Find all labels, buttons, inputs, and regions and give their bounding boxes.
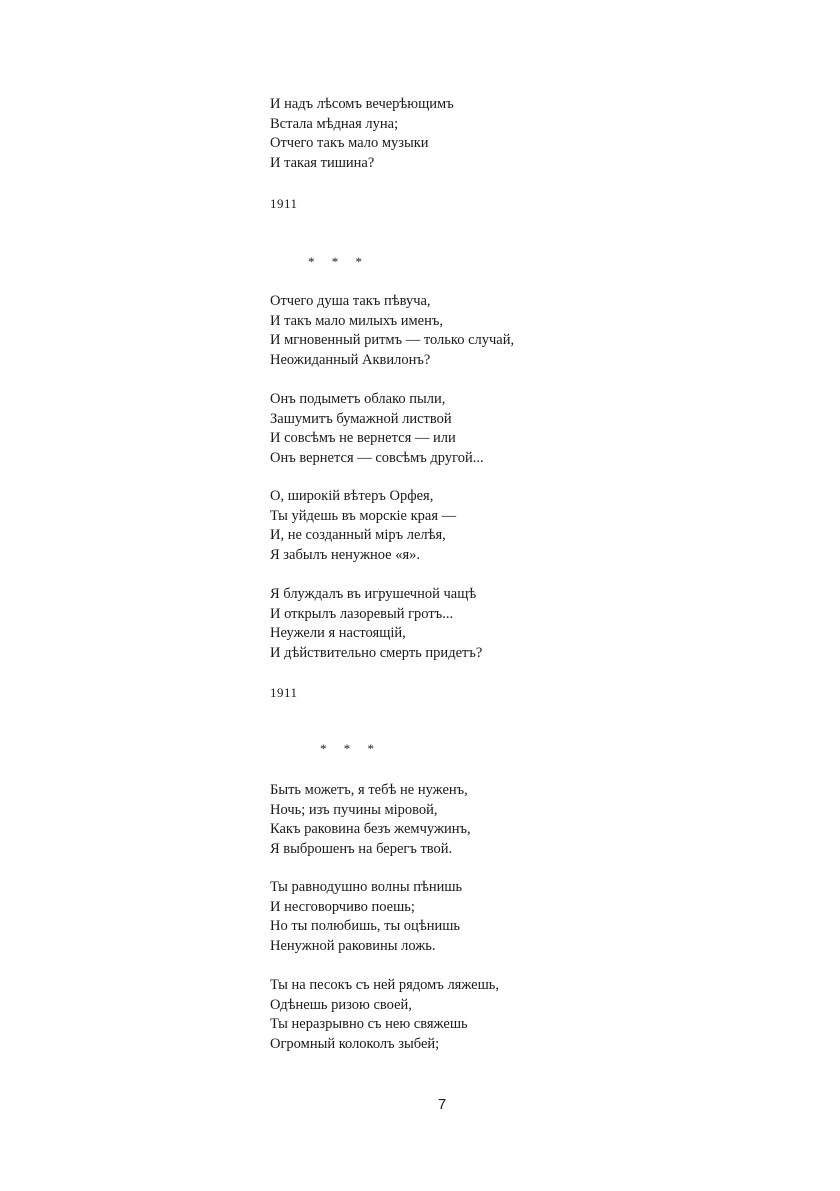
- verse-line: Онъ подыметъ облако пыли,: [270, 391, 446, 407]
- verse-line: Ночь; изъ пучины міровой,: [270, 801, 438, 818]
- verse-line: И надъ лѣсомъ вечерѣющимъ: [270, 96, 454, 112]
- verse-line: И совсѣмъ не вернется — или: [270, 430, 456, 447]
- poem2-stanza1: [270, 292, 514, 370]
- verse-line: Неожиданный Аквилонъ?: [270, 351, 431, 368]
- poem2-date: 1911: [270, 685, 298, 700]
- verse-line: И такъ мало милыхъ именъ,: [270, 312, 443, 329]
- poem1-date: 1911: [270, 196, 298, 211]
- verse-line: Встала мѣдная луна;: [270, 115, 399, 132]
- verse-line: Я выброшенъ на берегъ твой.: [270, 840, 453, 857]
- verse-line: И такая тишина?: [270, 154, 375, 171]
- page-number: 7: [437, 1096, 447, 1113]
- verse-line: Ненужной раковины ложь.: [270, 937, 436, 954]
- poem3-separator: * * *: [320, 741, 374, 756]
- verse-line: Ты равнодушно волны пѣнишь: [270, 879, 463, 895]
- verse-line: И дѣйствительно смерть придетъ?: [270, 644, 483, 661]
- poem2-stanza4: [270, 585, 482, 663]
- verse-line: Я блуждалъ въ игрушечной чащѣ: [270, 586, 477, 602]
- verse-line: И открылъ лазоревый гротъ...: [270, 605, 454, 622]
- verse-line: Одѣнешь ризою своей,: [270, 996, 412, 1013]
- poem2-stanza2: [270, 390, 484, 468]
- verse-line: Ты уйдешь въ морскіе края —: [270, 507, 457, 524]
- verse-line: Ты неразрывно съ нею свяжешь: [270, 1016, 468, 1033]
- verse-line: Зашумитъ бумажной листвой: [270, 410, 452, 427]
- verse-line: Какъ раковина безъ жемчужинъ,: [270, 821, 471, 838]
- verse-line: Отчего такъ мало музыки: [270, 135, 429, 152]
- verse-line: Неужели я настоящій,: [270, 625, 406, 642]
- poem1-stanza1: [270, 95, 454, 173]
- verse-line: Но ты полюбишь, ты оцѣнишь: [270, 918, 460, 935]
- poem3-stanza2: [270, 878, 462, 956]
- verse-line: И мгновенный ритмъ — только случай,: [270, 332, 515, 349]
- verse-line: Огромный колоколъ зыбей;: [270, 1035, 440, 1052]
- poem3-stanza3: [270, 976, 499, 1054]
- verse-line: И, не созданный міръ лелѣя,: [270, 527, 446, 544]
- verse-line: Быть можетъ, я тебѣ не нуженъ,: [270, 782, 468, 798]
- verse-line: Онъ вернется — совсѣмъ другой...: [270, 449, 484, 466]
- poem3-stanza1: [270, 781, 471, 859]
- poem2-separator: * * *: [308, 254, 362, 269]
- verse-line: Я забылъ ненужное «я».: [270, 546, 421, 563]
- verse-line: Отчего душа такъ пѣвуча,: [270, 293, 431, 309]
- verse-line: И несговорчиво поешь;: [270, 898, 415, 915]
- poem2-stanza3: [270, 487, 456, 565]
- verse-line: Ты на песокъ съ ней рядомъ ляжешь,: [270, 977, 500, 993]
- verse-line: О, широкій вѣтеръ Орфея,: [270, 488, 434, 504]
